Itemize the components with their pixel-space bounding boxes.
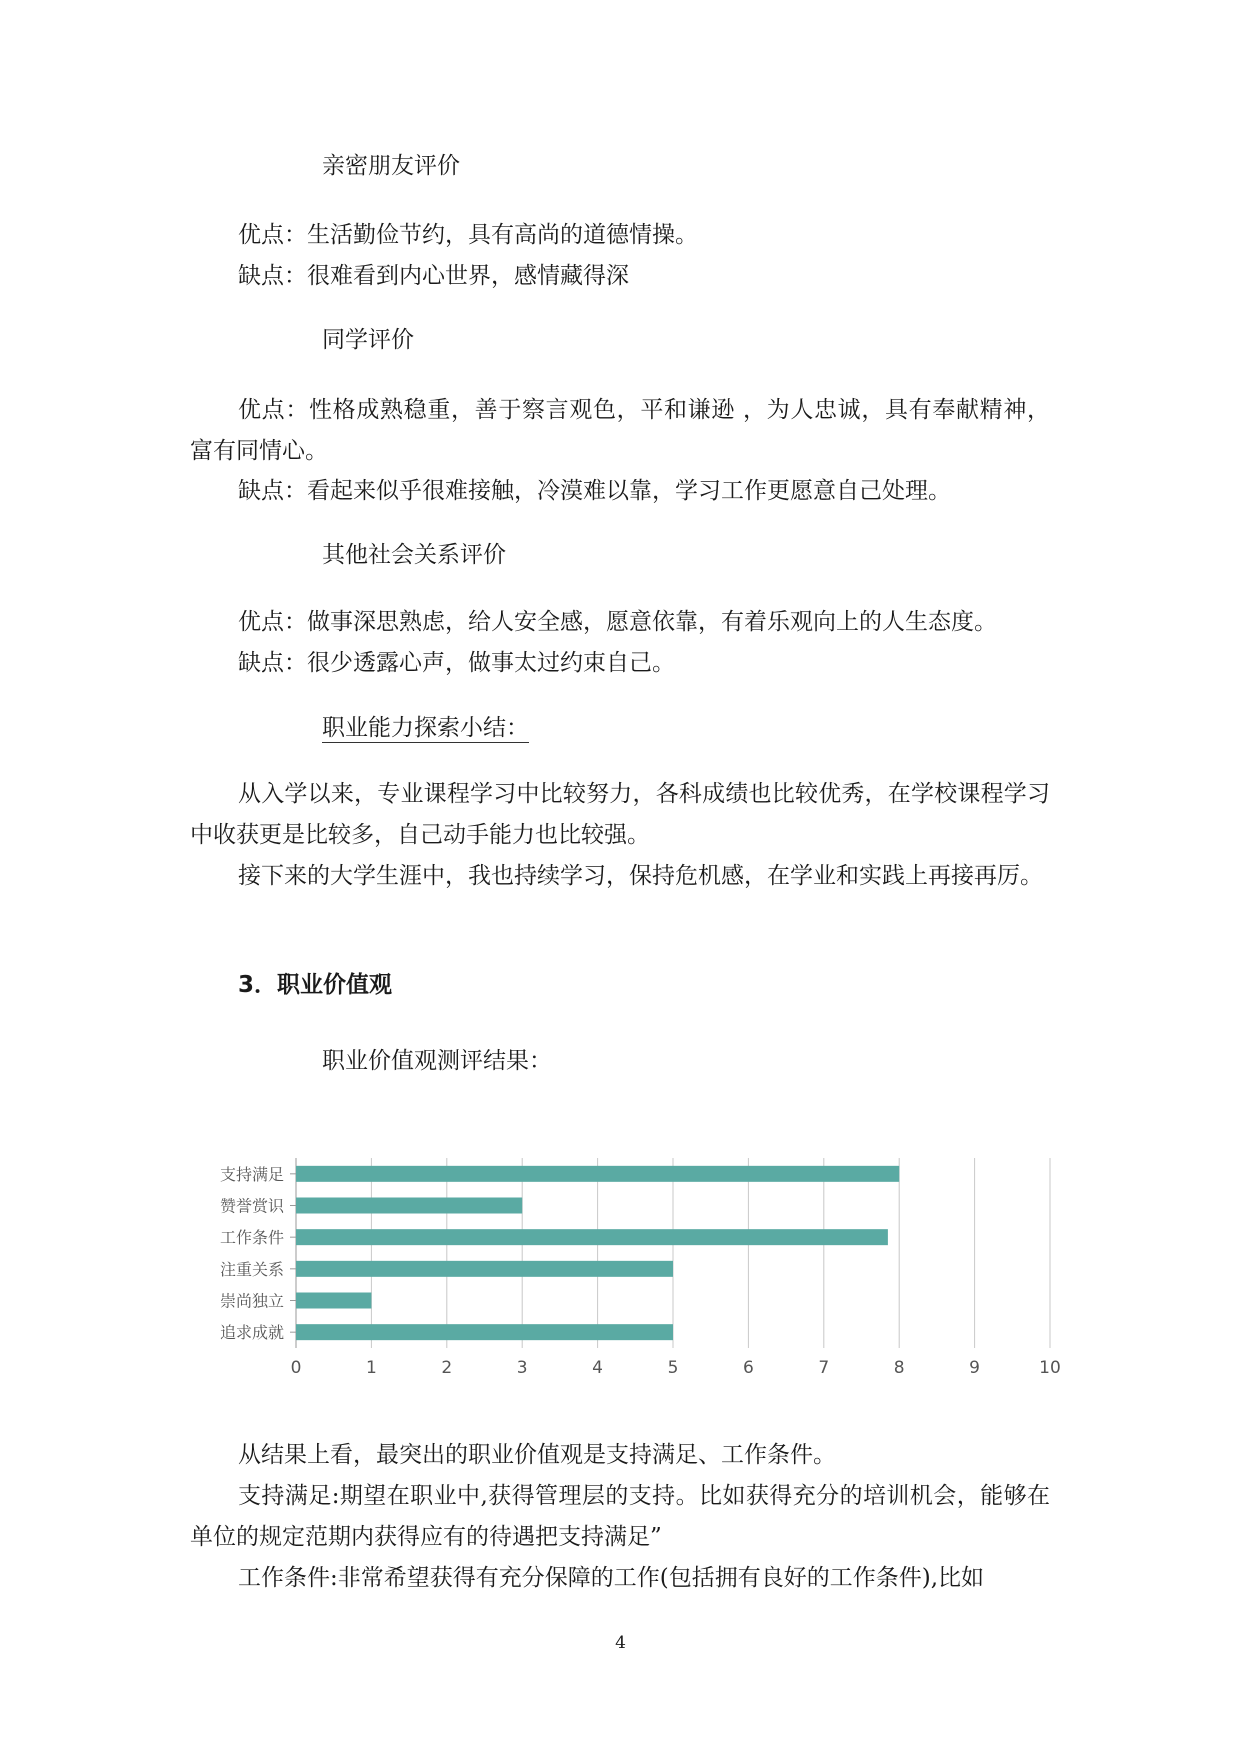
friends-pros: 优点：生活勤俭节约，具有高尚的道德情操。 <box>238 222 698 248</box>
classmates-eval-title: 同学评价 <box>322 327 414 353</box>
x-tick-label: 7 <box>818 1358 830 1378</box>
ability-summary-title-text: 职业能力探索小结： <box>322 715 529 741</box>
x-tick-label: 9 <box>969 1358 981 1378</box>
classmates-cons: 缺点：看起来似乎很难接触，冷漠难以靠，学习工作更愿意自己处理。 <box>238 478 951 504</box>
category-label: 工作条件 <box>219 1228 284 1248</box>
category-label: 赞誉赏识 <box>219 1196 284 1216</box>
bar-5 <box>296 1293 371 1309</box>
bar-2 <box>296 1198 522 1214</box>
bar-4 <box>296 1261 673 1277</box>
values-heading: 3．职业价值观 <box>238 972 393 998</box>
friends-eval-title: 亲密朋友评价 <box>322 153 460 179</box>
values-result-label: 职业价值观测评结果： <box>322 1048 552 1074</box>
x-tick-label: 2 <box>441 1358 453 1378</box>
summary-paragraph-2: 接下来的大学生涯中，我也持续学习，保持危机感，在学业和实践上再接再厉。 <box>238 863 1043 889</box>
classmates-pros: 优点：性格成熟稳重，善于察言观色，平和谦逊 ，为人忠诚，具有奉献精神，富有同情心。 <box>190 397 1050 464</box>
x-tick-label: 6 <box>742 1358 754 1378</box>
x-tick-label: 4 <box>592 1358 604 1378</box>
others-pros: 优点：做事深思熟虑，给人安全感，愿意依靠，有着乐观向上的人生态度。 <box>238 609 997 635</box>
page-number: 4 <box>615 1633 626 1653</box>
ability-summary-title <box>322 713 529 743</box>
bar-1 <box>296 1166 899 1182</box>
others-eval-title: 其他社会关系评价 <box>322 542 506 568</box>
x-tick-label: 10 <box>1039 1358 1061 1378</box>
x-tick-label: 1 <box>365 1358 377 1378</box>
category-label: 追求成就 <box>219 1323 284 1343</box>
x-tick-label: 3 <box>516 1358 528 1378</box>
bar-6 <box>296 1324 673 1340</box>
friends-cons: 缺点：很难看到内心世界，感情藏得深 <box>238 263 629 289</box>
category-label: 崇尚独立 <box>219 1291 284 1311</box>
chart-svg <box>190 1150 1090 1410</box>
x-tick-label: 5 <box>667 1358 679 1378</box>
bar-3 <box>296 1229 888 1245</box>
x-tick-label: 8 <box>893 1358 905 1378</box>
analysis-paragraph-2: 支持满足:期望在职业中,获得管理层的支持。比如获得充分的培训机会，能够在单位的规定范期内获得应有的待遇把支持满足” <box>190 1483 1050 1550</box>
analysis-paragraph-1: 从结果上看，最突出的职业价值观是支持满足、工作条件。 <box>238 1442 836 1468</box>
x-tick-label: 0 <box>290 1358 302 1378</box>
category-label: 支持满足 <box>219 1164 284 1184</box>
career-values-bar-chart <box>190 1150 1090 1410</box>
category-label: 注重关系 <box>219 1259 284 1279</box>
others-cons: 缺点：很少透露心声，做事太过约束自己。 <box>238 650 675 676</box>
analysis-paragraph-3: 工作条件:非常希望获得有充分保障的工作(包括拥有良好的工作条件),比如 <box>238 1565 985 1591</box>
summary-paragraph-1: 从入学以来，专业课程学习中比较努力，各科成绩也比较优秀，在学校课程学习中收获更是比较多，自己动手能力也比较强。 <box>190 781 1050 848</box>
